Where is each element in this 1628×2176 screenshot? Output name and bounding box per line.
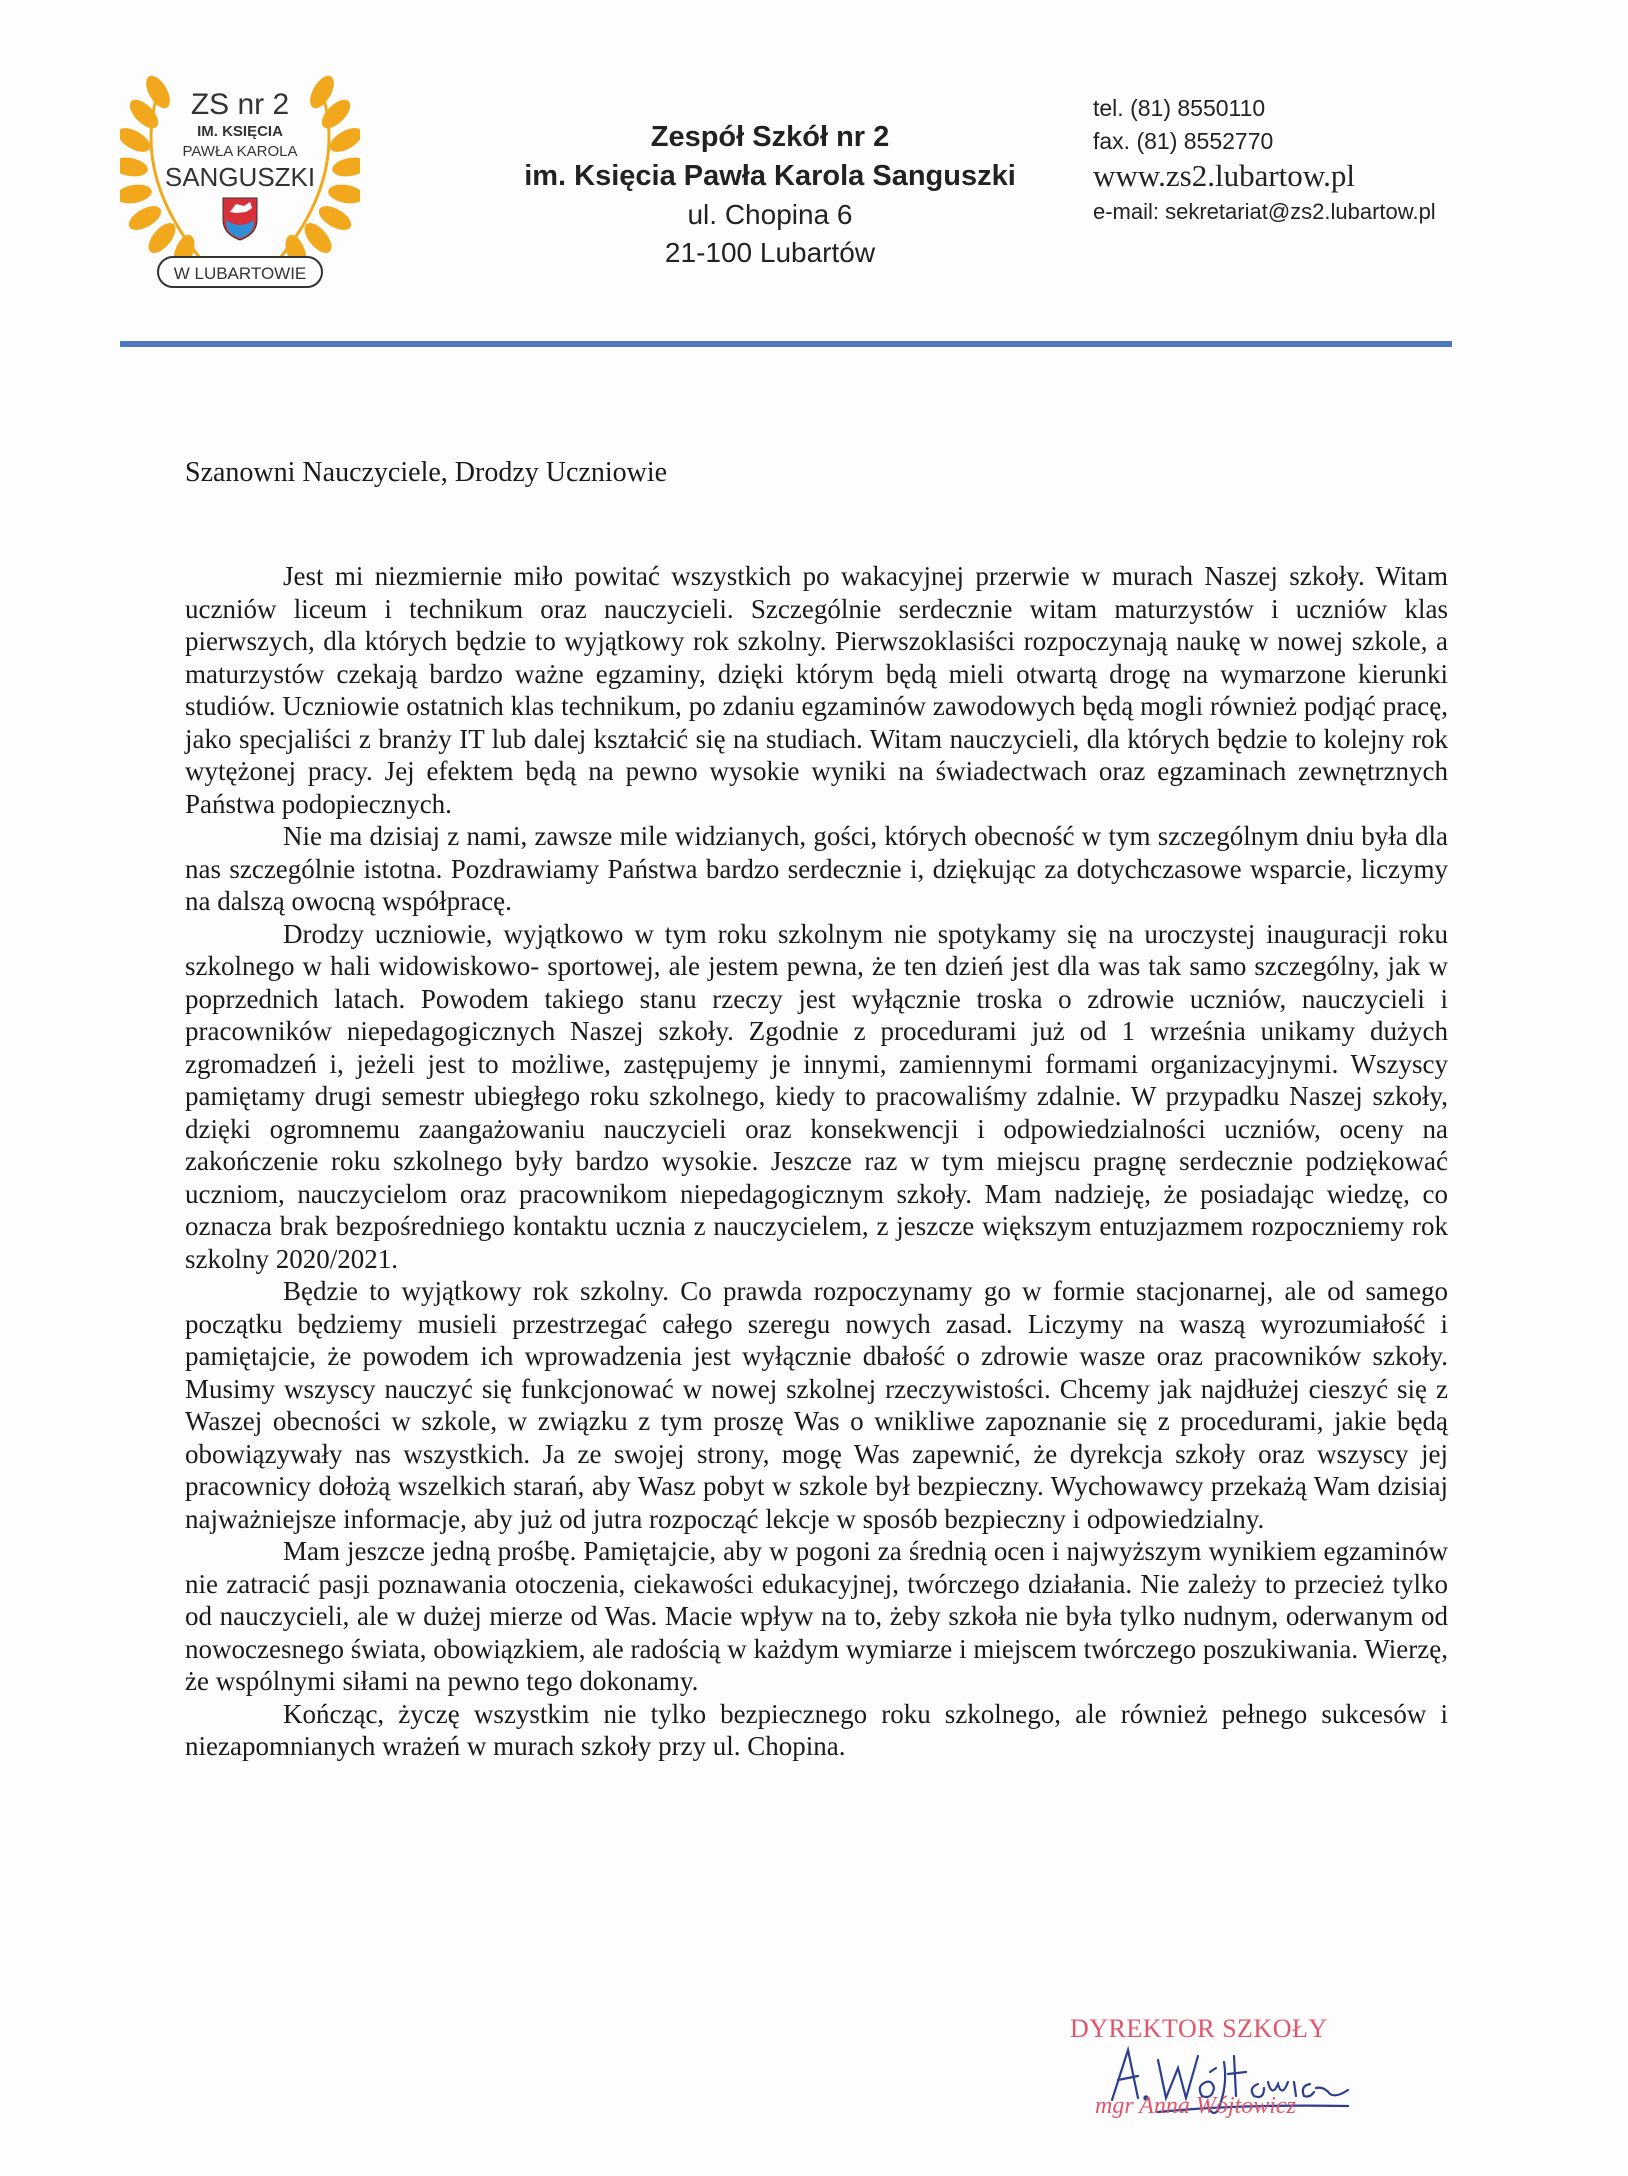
email-address: e-mail: sekretariat@zs2.lubartow.pl bbox=[1093, 199, 1436, 224]
paragraph: Mam jeszcze jedną prośbę. Pamiętajcie, aby w pogoni za średnią ocen i najwyższym wynikiem egzaminów nie zatracić pasji poznawania otoczenia, ciekawości edukacyjnej, twórczego działania. Nie zależy to przecież tylko od nauczycieli, ale w dużej mierze od Was. Macie wpływ na to, żeby szkoła nie była tylko nudnym, oderwanym od nowoczesnego świata, obowiązkiem, ale radością w każdym wymiarze i miejscem twórczego poszukiwania. Wierzę, że wspólnymi siłami na pewno tego dokonamy. bbox=[185, 1536, 1448, 1696]
fax-number: fax. (81) 8552770 bbox=[1093, 128, 1274, 154]
school-street: ul. Chopina 6 bbox=[687, 199, 853, 230]
school-name: Zespół Szkół nr 2 bbox=[650, 121, 890, 153]
school-city: 21-100 Lubartów bbox=[664, 237, 876, 268]
school-full-name: im. Księcia Pawła Karola Sanguszki bbox=[524, 160, 1016, 192]
coat-of-arms-icon bbox=[223, 198, 257, 240]
logo-line1: ZS nr 2 bbox=[190, 88, 290, 121]
paragraph: Kończąc, życzę wszystkim nie tylko bezpiecznego roku szkolnego, ale również pełnego sukcesów i niezapomnianych wrażeń w murach szkoły przy ul. Chopina. bbox=[185, 1698, 1448, 1761]
paragraph: Jest mi niezmiernie miło powitać wszystkich po wakacyjnej przerwie w murach Naszej szkoły. Witam uczniów liceum i technikum oraz nauczycieli. Szczególnie serdecznie witam maturzystów i uczniów klas pierwszych, dla których będzie to wyjątkowy rok szkolny. Pierwszoklasiści rozpoczynają naukę w nowej szkole, a maturzystów czekają bardzo ważne egzaminy, dzięki którym będą mieli otwartą drogę na wymarzone kierunki studiów. Uczniowie ostatnich klas technikum, po zdaniu egzaminów zawodowych będą mogli również podjąć pracę, jako specjaliści z branży IT lub dalej kształcić się na studiach. Witam nauczycieli, dla których będzie to kolejny rok wytężonej pracy. Jej efektem będą na pewno wysokie wyniki na świadectwach oraz egzaminach zewnętrznych Państwa podopiecznych. bbox=[185, 561, 1448, 819]
contact-block bbox=[1093, 92, 1513, 228]
letter-body bbox=[185, 560, 1448, 1763]
paragraph: Drodzy uczniowie, wyjątkowo w tym roku szkolnym nie spotykamy się na uroczystej inauguracji roku szkolnego w hali widowiskowo- sportowej, ale jestem pewna, że ten dzień jest dla was tak samo szczególny, jak w poprzednich latach. Powodem takiego stanu rzeczy jest wyłącznie troska o zdrowie uczniów, nauczycieli i pracowników niepedagogicznych Naszej szkoły. Zgodnie z procedurami już od 1 września unikamy dużych zgromadzeń i, jeżeli jest to możliwe, zastępujemy je innymi, zamiennymi formami organizacyjnymi. Wszyscy pamiętamy drugi semestr ubiegłego roku szkolnego, kiedy to pracowaliśmy zdalnie. W przypadku Naszej szkoły, dzięki ogromnemu zaangażowaniu nauczycieli oraz konsekwencji i odpowiedzialności uczniów, oceny na zakończenie roku szkolnego były bardzo wysokie. Jeszcze raz w tym miejscu pragnę serdecznie podziękować uczniom, nauczycielom oraz pracownikom niepedagogicznym szkoły. Mam nadzieję, że posiadając wiedzę, co oznacza brak bezpośredniego kontaktu ucznia z nauczycielem, z jeszcze większym entuzjazmem rozpoczniemy rok szkolny 2020/2021. bbox=[185, 918, 1448, 1274]
signature-title: DYREKTOR SZKOŁY bbox=[1070, 2014, 1328, 2043]
signature-name: mgr Anna Wójtowicz bbox=[1095, 2093, 1296, 2119]
school-header bbox=[500, 118, 1040, 272]
phone-number: tel. (81) 8550110 bbox=[1093, 95, 1266, 121]
website-address: www.zs2.lubartow.pl bbox=[1093, 158, 1356, 193]
logo-line4: SANGUSZKI bbox=[164, 162, 316, 192]
salutation: Szanowni Nauczyciele, Drodzy Uczniowie bbox=[185, 457, 668, 488]
school-logo bbox=[120, 52, 360, 302]
logo-line3: PAWŁA KAROLA bbox=[182, 143, 298, 160]
logo-ribbon: W LUBARTOWIE bbox=[173, 264, 307, 283]
header-divider bbox=[120, 341, 1452, 347]
paragraph: Nie ma dzisiaj z nami, zawsze mile widzianych, gości, których obecność w tym szczególnym dniu była dla nas szczególnie istotna. Pozdrawiamy Państwa bardzo serdecznie i, dziękując za dotychczasowe wsparcie, liczymy na dalszą owocną współpracę. bbox=[185, 821, 1448, 916]
logo-line2: IM. KSIĘCIA bbox=[197, 123, 283, 140]
paragraph: Będzie to wyjątkowy rok szkolny. Co prawda rozpoczynamy go w formie stacjonarnej, ale od samego początku będziemy musieli przestrzegać całego szeregu nowych zasad. Liczymy na waszą wyrozumiałość i pamiętajcie, że powodem ich wprowadzenia jest wyłącznie dbałość o zdrowie wasze oraz pracowników szkoły. Musimy wszyscy nauczyć się funkcjonować w nowej szkolnej rzeczywistości. Chcemy jak najdłużej cieszyć się z Waszej obecności w szkole, w związku z tym proszę Was o wnikliwe zapoznanie się z procedurami, jakie będą obowiązywały nas wszystkich. Ja ze swojej strony, mogę Was zapewnić, że dyrekcja szkoły oraz wszyscy jej pracownicy dołożą wszelkich starań, aby Wasz pobyt w szkole był bezpieczny. Wychowawcy przekażą Wam dzisiaj najważniejsze informacje, aby już od jutra rozpocząć lekcje w sposób bezpieczny i odpowiedzialny. bbox=[185, 1276, 1448, 1534]
